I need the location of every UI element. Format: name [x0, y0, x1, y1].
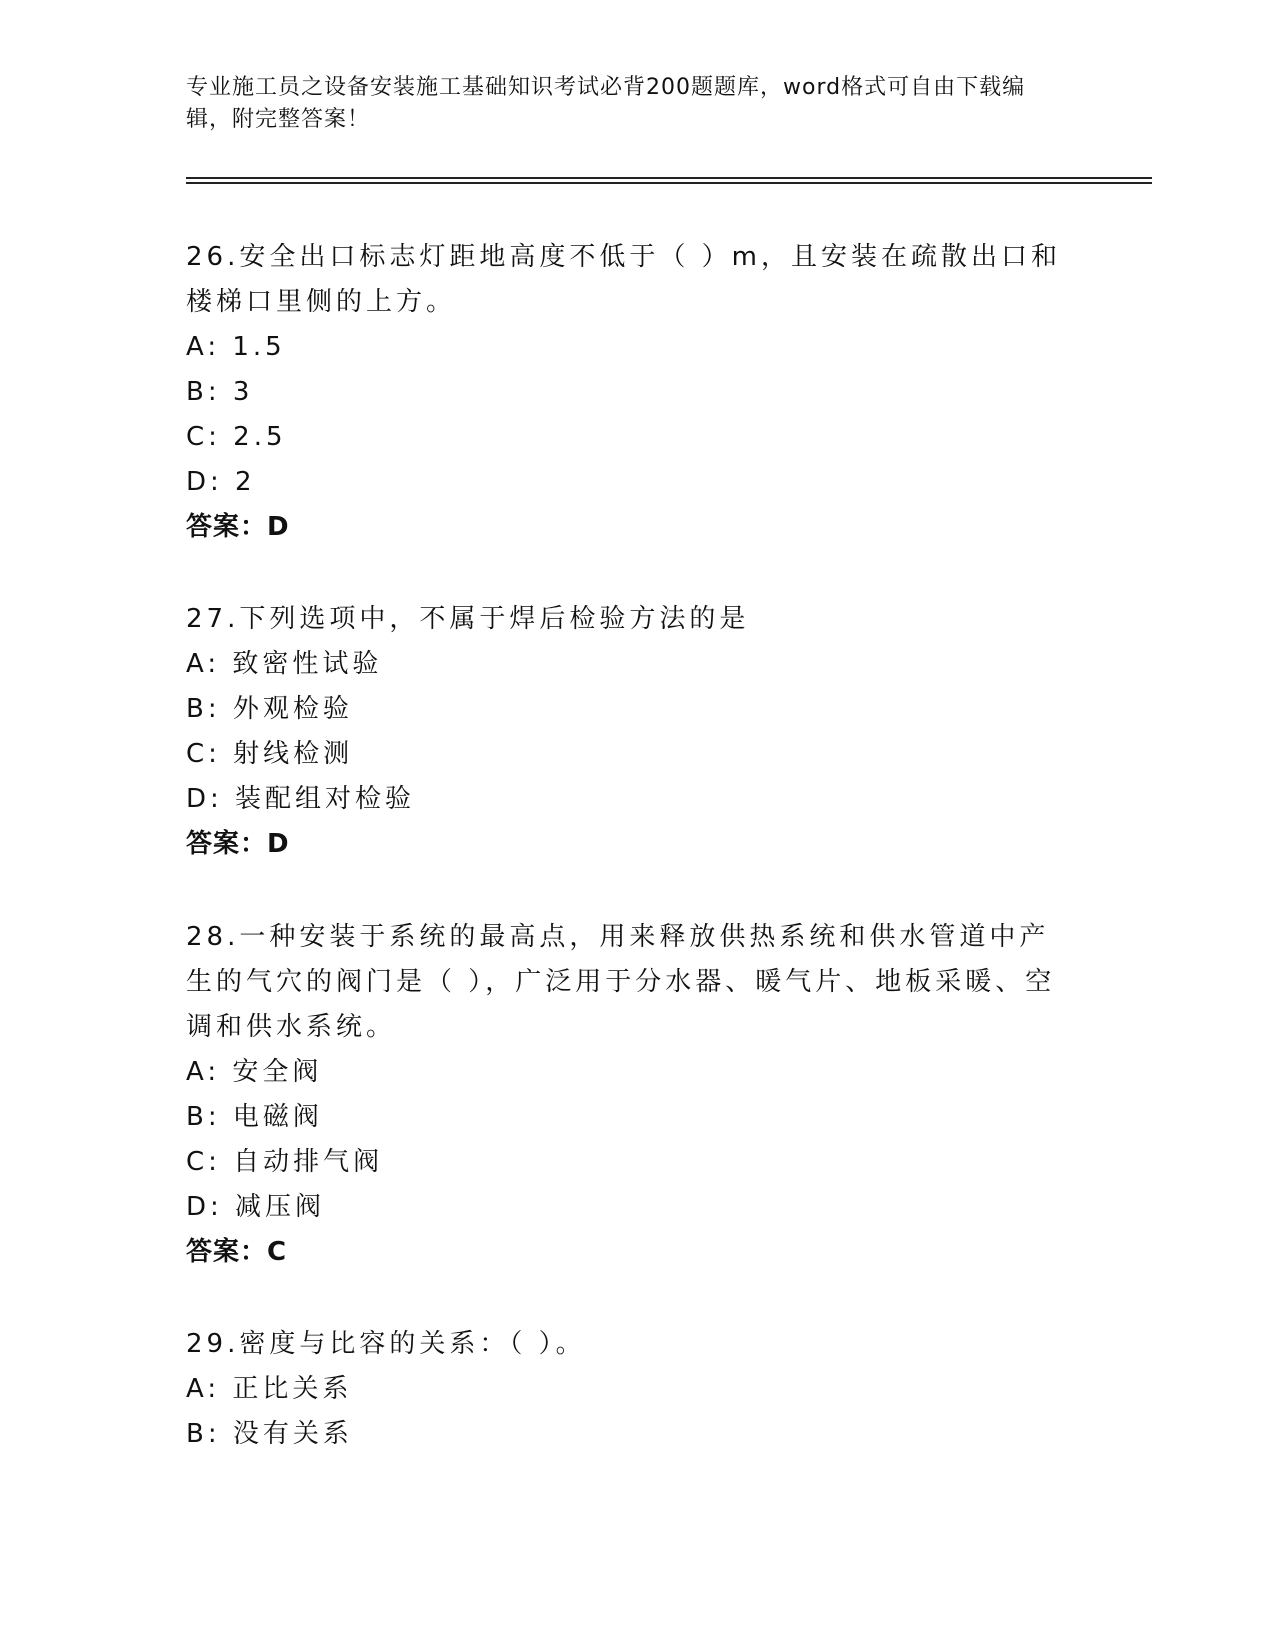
option-c: C: 2.5	[186, 422, 287, 452]
option-a: A: 致密性试验	[186, 649, 383, 679]
answer-line: 答案：D	[186, 512, 290, 542]
question-28	[186, 915, 1086, 1275]
option-c: C: 射线检测	[186, 739, 354, 769]
question-stem: 27.下列选项中，不属于焊后检验方法的是	[186, 604, 750, 634]
option-a: A: 安全阀	[186, 1057, 323, 1087]
option-d: D: 2	[186, 467, 256, 497]
document-header: 专业施工员之设备安装施工基础知识考试必背200题题库，word格式可自由下载编辑，附完整答案！	[186, 75, 1026, 132]
answer-line: 答案：C	[186, 1237, 288, 1267]
answer-line: 答案：D	[186, 829, 290, 859]
option-d: D: 装配组对检验	[186, 784, 416, 814]
question-stem: 26.安全出口标志灯距地高度不低于（ ）m，且安装在疏散出口和楼梯口里侧的上方。	[186, 242, 1061, 317]
header-divider-top	[186, 177, 1152, 179]
question-stem: 28.一种安装于系统的最高点，用来释放供热系统和供水管道中产生的气穴的阀门是（ ），广泛用于分水器、暖气片、地板采暖、空调和供水系统。	[186, 922, 1056, 1042]
option-d: D: 减压阀	[186, 1192, 326, 1222]
question-26	[186, 235, 1086, 550]
option-b: B: 没有关系	[186, 1419, 353, 1449]
option-b: B: 电磁阀	[186, 1102, 323, 1132]
question-27	[186, 597, 1086, 867]
option-b: B: 3	[186, 377, 254, 407]
option-c: C: 自动排气阀	[186, 1147, 384, 1177]
question-stem: 29.密度与比容的关系：（ ）。	[186, 1329, 586, 1359]
option-a: A: 正比关系	[186, 1374, 353, 1404]
option-a: A: 1.5	[186, 332, 286, 362]
header-divider-bottom	[186, 182, 1152, 184]
option-b: B: 外观检验	[186, 694, 353, 724]
question-29	[186, 1322, 1086, 1457]
